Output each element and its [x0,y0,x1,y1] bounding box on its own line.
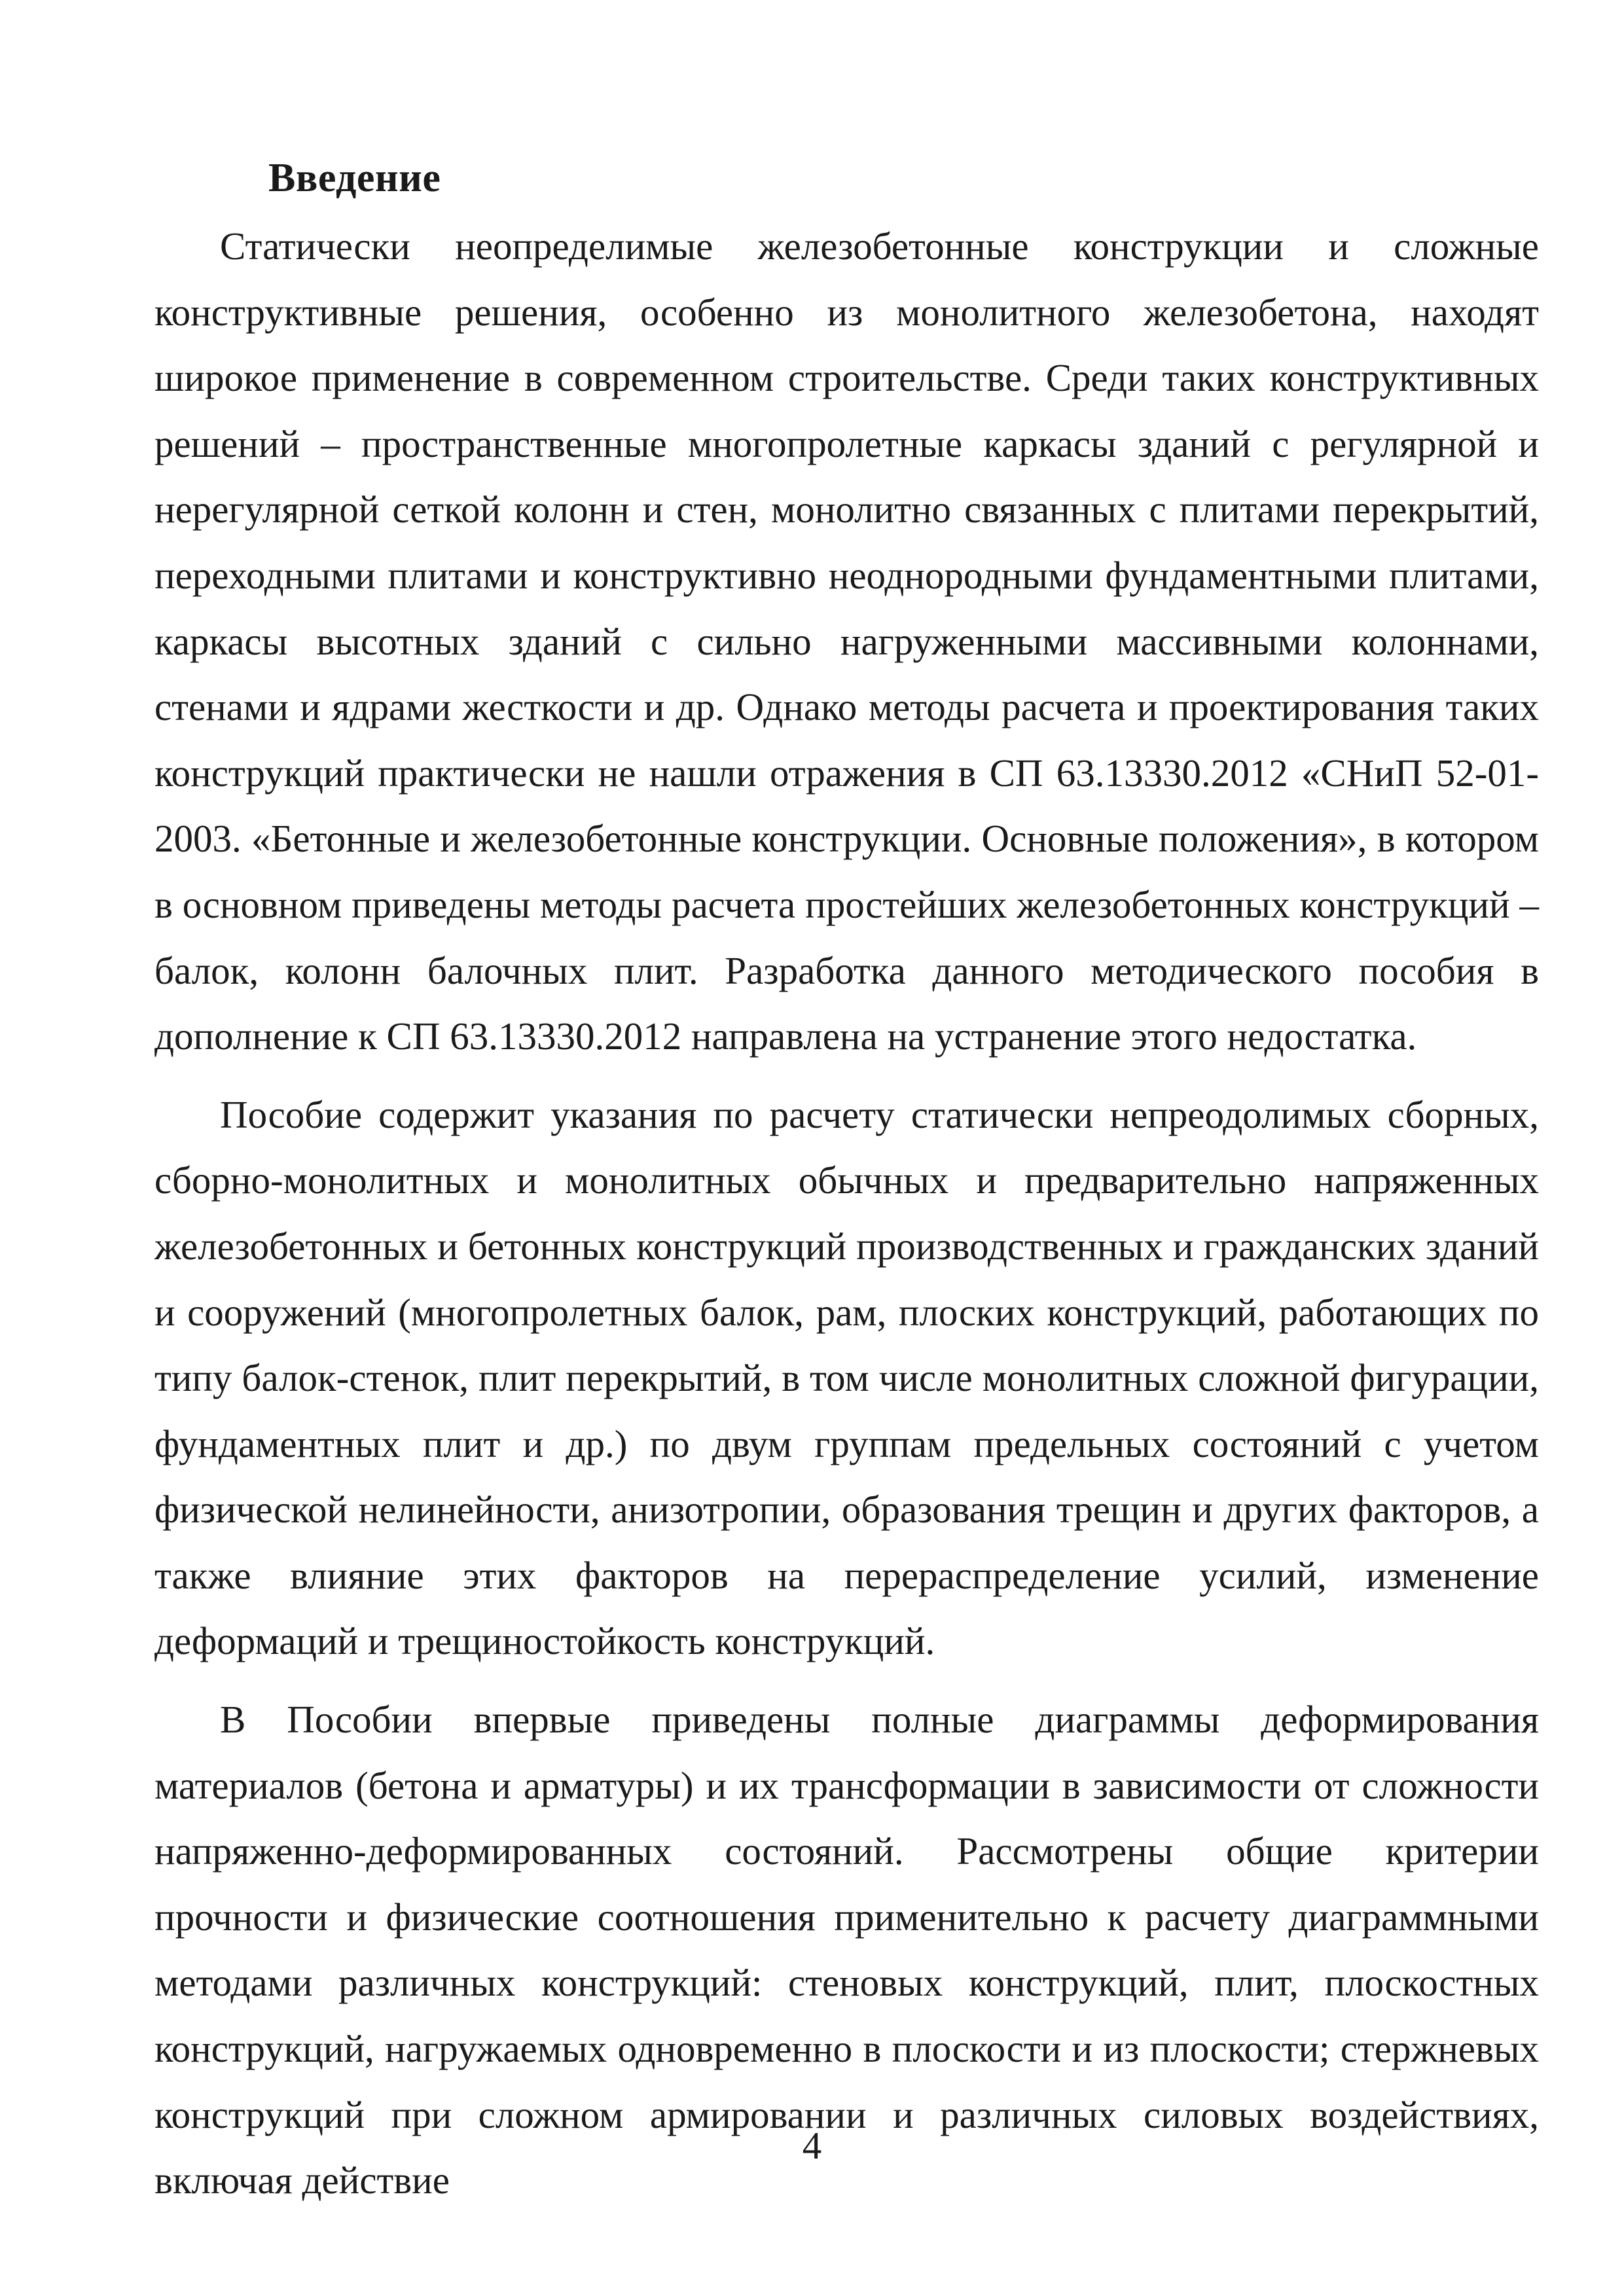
body-text [154,213,1539,2214]
paragraph-1: Статически неопределимые железобетонные конструкции и сложные конструктивные решения, особенно из монолитного железобетона, находят широкое применение в современном строительстве. Среди таких конструктивных решений – пространственные многопролетные каркасы зданий с регулярной и нерегулярной сеткой колонн и стен, монолитно связанных с плитами перекрытий, переходными плитами и конструктивно неоднородными фундаментными плитами, каркасы высотных зданий с сильно нагруженными массивными колоннами, стенами и ядрами жесткости и др. Однако методы расчета и проектирования таких конструкций практически не нашли отражения в СП 63.13330.2012 «СНиП 52-01-2003. «Бетонные и железобетонные конструкции. Основные положения», в котором в основном приведены методы расчета простейших железобетонных конструкций – балок, колонн балочных плит. Разработка данного методического пособия в дополнение к СП 63.13330.2012 направлена на устранение этого недостатка. [154,224,1539,1058]
paragraph-3: В Пособии впервые приведены полные диаграммы деформирования материалов (бетона и арматуры) и их трансформации в зависимости от сложности напряженно-деформированных состояний. Рассмотрены общие критерии прочности и физические соотношения применительно к расчету диаграммными методами различных конструкций: стеновых конструкций, плит, плоскостных конструкций, нагружаемых одновременно в плоскости и из плоскости; стержневых конструкций при сложном армировании и различных силовых воздействиях, включая действие [154,1698,1539,2202]
page-number: 4 [802,2124,822,2167]
paragraph-2: Пособие содержит указания по расчету статически непреодолимых сборных, сборно-монолитных и монолитных обычных и предварительно напряженных железобетонных и бетонных конструкций производственных и гражданских зданий и сооружений (многопролетных балок, рам, плоских конструкций, работающих по типу балок-стенок, плит перекрытий, в том числе монолитных сложной фигурации, фундаментных плит и др.) по двум группам предельных состояний с учетом физической нелинейности, анизотропии, образования трещин и других факторов, а также влияние этих факторов на перераспределение усилий, изменение деформаций и трещиностойкость конструкций. [154,1092,1539,1663]
section-heading: Введение [268,156,441,200]
